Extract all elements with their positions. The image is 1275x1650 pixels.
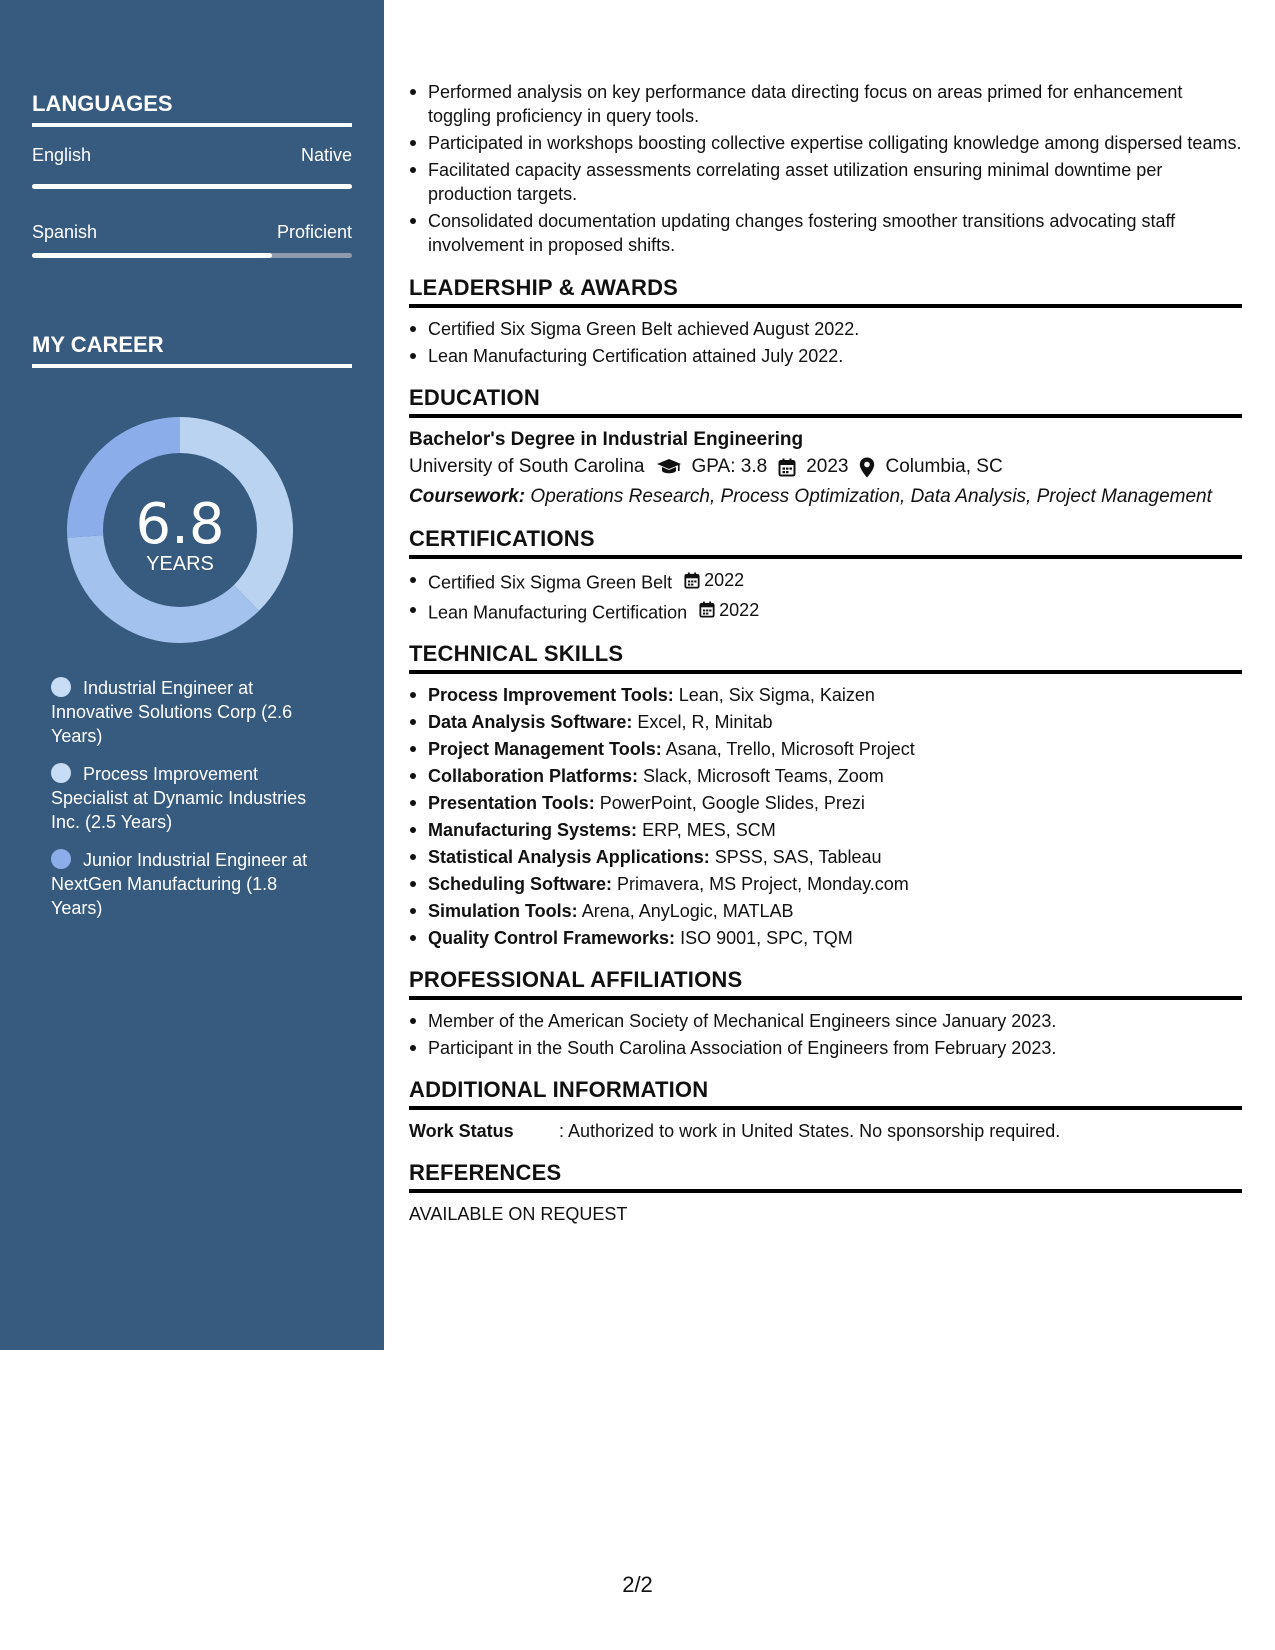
career-item-text: Industrial Engineer at Innovative Solutions Corp (2.6 Years) (51, 678, 293, 746)
skill-item (409, 926, 1242, 950)
career-item-text: Junior Industrial Engineer at NextGen Manufacturing (1.8 Years) (51, 850, 308, 918)
skill-label: Project Management Tools: (428, 739, 662, 759)
skill-item (409, 791, 1242, 815)
legend-dot (51, 763, 71, 783)
experience-bullet: Participated in workshops boosting collective expertise colligating knowledge among dispersed teams. (409, 131, 1242, 155)
leadership-heading: LEADERSHIP & AWARDS (409, 275, 1242, 308)
skill-label: Scheduling Software: (428, 874, 613, 894)
main-content (409, 80, 1242, 1226)
graduation-year: 2023 (806, 456, 849, 477)
skill-label: Collaboration Platforms: (428, 766, 639, 786)
career-years-label: YEARS (146, 553, 214, 575)
certification-year: 2022 (719, 599, 760, 620)
skill-value: Asana, Trello, Microsoft Project (665, 739, 915, 759)
language-bar-english (32, 184, 352, 189)
language-level: Native (300, 145, 352, 165)
graduation-cap-icon (656, 458, 682, 476)
skill-value: Primavera, MS Project, Monday.com (617, 874, 909, 894)
skill-item (409, 764, 1242, 788)
certification-item (409, 598, 1242, 625)
skill-label: Simulation Tools: (428, 901, 578, 921)
affiliation-item: Participant in the South Carolina Association of Engineers from February 2023. (409, 1036, 1242, 1060)
skill-label: Statistical Analysis Applications: (428, 847, 710, 867)
language-name: English (32, 145, 92, 165)
gpa: GPA: 3.8 (691, 456, 768, 477)
experience-bullet: Performed analysis on key performance data directing focus on areas primed for enhancement toggling proficiency in query tools. (409, 80, 1242, 128)
career-donut-chart (67, 417, 293, 643)
work-status-row (409, 1119, 1242, 1143)
skill-item (409, 737, 1242, 761)
skill-value: ISO 9001, SPC, TQM (680, 928, 853, 948)
skill-item (409, 710, 1242, 734)
skill-label: Data Analysis Software: (428, 712, 633, 732)
skills-heading: TECHNICAL SKILLS (409, 641, 1242, 674)
references-heading: REFERENCES (409, 1160, 1242, 1193)
skill-value: Excel, R, Minitab (637, 712, 773, 732)
certification-name: Lean Manufacturing Certification (428, 602, 688, 622)
leadership-item: Certified Six Sigma Green Belt achieved August 2022. (409, 317, 1242, 341)
skill-label: Quality Control Frameworks: (428, 928, 676, 948)
coursework-text: Operations Research, Process Optimization, Data Analysis, Project Management (530, 486, 1212, 507)
leadership-list (409, 317, 1242, 368)
skills-list (409, 683, 1242, 950)
language-row-english (32, 145, 352, 166)
experience-bullet: Facilitated capacity assessments correlating asset utilization ensuring minimal downtime per production targets. (409, 158, 1242, 206)
page-number: 2/2 (622, 1572, 653, 1597)
additional-info-heading: ADDITIONAL INFORMATION (409, 1077, 1242, 1110)
certification-year: 2022 (704, 570, 745, 590)
language-level: Proficient (276, 222, 352, 242)
references-text: AVAILABLE ON REQUEST (409, 1204, 628, 1224)
career-total-years: 6.8 (135, 492, 225, 557)
skill-item (409, 818, 1242, 842)
skill-item (409, 872, 1242, 896)
certification-name: Certified Six Sigma Green Belt (428, 572, 673, 593)
affiliations-heading: PROFESSIONAL AFFILIATIONS (409, 967, 1242, 1000)
languages-heading: LANGUAGES (32, 91, 352, 127)
calendar-icon (699, 601, 715, 618)
legend-dot (51, 849, 71, 869)
work-status-value: : Authorized to work in United States. No sponsorship required. (559, 1121, 1061, 1141)
career-item (51, 848, 331, 920)
language-bar-fill (32, 184, 352, 189)
leadership-item: Lean Manufacturing Certification attained July 2022. (409, 344, 1242, 368)
language-row-spanish (32, 222, 352, 243)
language-name: Spanish (32, 222, 98, 242)
experience-bullet: Consolidated documentation updating changes fostering smoother transitions advocating staff involvement in proposed shifts. (409, 209, 1242, 257)
skill-label: Manufacturing Systems: (428, 820, 638, 840)
language-bar-spanish (32, 253, 352, 258)
school-location: Columbia, SC (885, 456, 1003, 477)
career-heading: MY CAREER (32, 332, 352, 368)
certifications-heading: CERTIFICATIONS (409, 526, 1242, 559)
skill-item (409, 845, 1242, 869)
coursework (409, 485, 1242, 509)
work-status-label: Work Status (409, 1121, 514, 1141)
education-heading: EDUCATION (409, 385, 1242, 418)
skill-value: PowerPoint, Google Slides, Prezi (599, 793, 865, 813)
certifications-list (409, 568, 1242, 624)
language-bar-fill (32, 253, 272, 258)
career-item (51, 762, 331, 834)
sidebar (0, 0, 384, 1350)
career-item (51, 676, 331, 748)
skill-label: Process Improvement Tools: (428, 685, 674, 705)
skill-value: SPSS, SAS, Tableau (714, 847, 882, 867)
calendar-icon (778, 458, 796, 477)
career-list (51, 676, 331, 934)
degree-title: Bachelor's Degree in Industrial Engineering (409, 429, 804, 450)
skill-item (409, 899, 1242, 923)
experience-bullets (409, 80, 1242, 257)
skill-value: Arena, AnyLogic, MATLAB (581, 901, 794, 921)
skill-label: Presentation Tools: (428, 793, 595, 813)
education-details (409, 453, 1242, 481)
career-item-text: Process Improvement Specialist at Dynamic Industries Inc. (2.5 Years) (51, 764, 307, 832)
certification-item (409, 568, 1242, 595)
affiliations-list (409, 1009, 1242, 1060)
skill-item (409, 683, 1242, 707)
calendar-icon (684, 572, 700, 589)
location-pin-icon (859, 457, 875, 478)
affiliation-item: Member of the American Society of Mechanical Engineers since January 2023. (409, 1009, 1242, 1033)
legend-dot (51, 677, 71, 697)
school-name: University of South Carolina (409, 456, 645, 477)
skill-value: ERP, MES, SCM (642, 820, 776, 840)
skill-value: Slack, Microsoft Teams, Zoom (643, 766, 884, 786)
coursework-label: Coursework: (409, 486, 526, 507)
skill-value: Lean, Six Sigma, Kaizen (678, 685, 875, 705)
